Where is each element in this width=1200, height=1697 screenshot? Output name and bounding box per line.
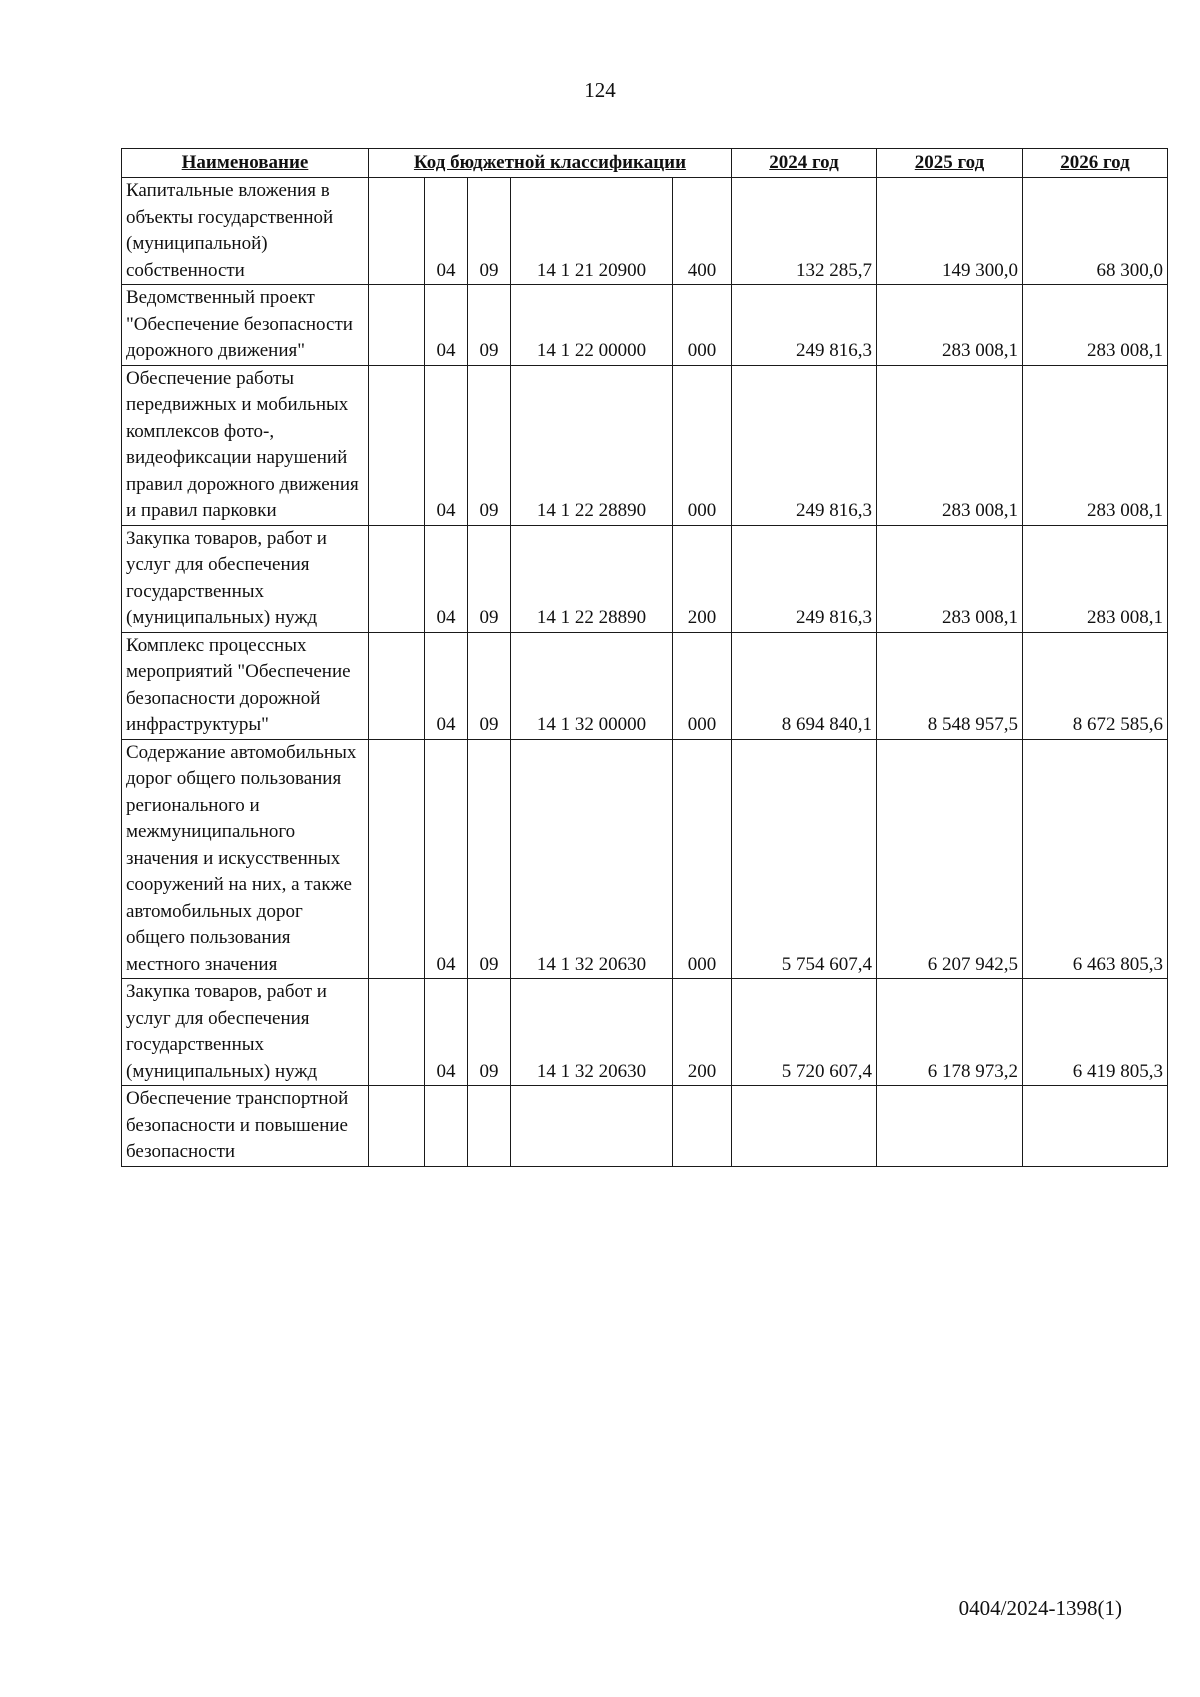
empty-cell	[369, 178, 425, 285]
row-name: Содержание автомобильных дорог общего пользования регионального и межмуниципального значения и искусственных сооружений на них, а также автомобильных дорог общего пользования местного значения	[122, 739, 369, 979]
row-2025: 8 548 957,5	[877, 632, 1023, 739]
row-target-article: 14 1 22 00000	[511, 285, 673, 366]
row-2025: 6 207 942,5	[877, 739, 1023, 979]
row-expense-type: 200	[673, 525, 732, 632]
row-2026: 68 300,0	[1023, 178, 1168, 285]
row-name: Капитальные вложения в объекты государственной (муниципальной) собственности	[122, 178, 369, 285]
row-target-article: 14 1 22 28890	[511, 365, 673, 525]
empty-cell	[369, 739, 425, 979]
row-2025: 149 300,0	[877, 178, 1023, 285]
row-target-article	[511, 1086, 673, 1167]
row-2024: 8 694 840,1	[732, 632, 877, 739]
row-2024	[732, 1086, 877, 1167]
row-2026	[1023, 1086, 1168, 1167]
row-section: 04	[425, 739, 468, 979]
row-2026: 8 672 585,6	[1023, 632, 1168, 739]
row-expense-type: 000	[673, 739, 732, 979]
row-expense-type	[673, 1086, 732, 1167]
row-expense-type: 000	[673, 365, 732, 525]
row-target-article: 14 1 22 28890	[511, 525, 673, 632]
row-2024: 132 285,7	[732, 178, 877, 285]
row-expense-type: 000	[673, 632, 732, 739]
row-section: 04	[425, 525, 468, 632]
document-id: 0404/2024-1398(1)	[958, 1596, 1122, 1620]
empty-cell	[369, 365, 425, 525]
empty-cell	[369, 979, 425, 1086]
row-target-article: 14 1 32 20630	[511, 979, 673, 1086]
row-expense-type: 200	[673, 979, 732, 1086]
row-section: 04	[425, 365, 468, 525]
header-2026: 2026 год	[1023, 149, 1168, 178]
row-target-article: 14 1 32 00000	[511, 632, 673, 739]
row-name: Закупка товаров, работ и услуг для обеспечения государственных (муниципальных) нужд	[122, 979, 369, 1086]
row-subsection	[468, 1086, 511, 1167]
row-subsection: 09	[468, 632, 511, 739]
row-expense-type: 400	[673, 178, 732, 285]
row-subsection: 09	[468, 178, 511, 285]
header-code: Код бюджетной классификации	[369, 149, 732, 178]
row-2026: 283 008,1	[1023, 365, 1168, 525]
table-row	[122, 739, 1168, 979]
empty-cell	[369, 285, 425, 366]
table-row	[122, 979, 1168, 1086]
row-subsection: 09	[468, 285, 511, 366]
row-target-article: 14 1 21 20900	[511, 178, 673, 285]
header-2025: 2025 год	[877, 149, 1023, 178]
row-section: 04	[425, 178, 468, 285]
row-subsection: 09	[468, 979, 511, 1086]
row-name: Ведомственный проект "Обеспечение безопасности дорожного движения"	[122, 285, 369, 366]
row-expense-type: 000	[673, 285, 732, 366]
row-2024: 5 754 607,4	[732, 739, 877, 979]
row-2025: 283 008,1	[877, 365, 1023, 525]
row-2026: 6 463 805,3	[1023, 739, 1168, 979]
header-row	[122, 149, 1168, 178]
table-row	[122, 365, 1168, 525]
row-2024: 249 816,3	[732, 525, 877, 632]
row-2026: 283 008,1	[1023, 285, 1168, 366]
page-number: 124	[584, 78, 616, 102]
empty-cell	[369, 525, 425, 632]
row-name: Закупка товаров, работ и услуг для обеспечения государственных (муниципальных) нужд	[122, 525, 369, 632]
row-2025: 6 178 973,2	[877, 979, 1023, 1086]
row-section: 04	[425, 979, 468, 1086]
row-2024: 249 816,3	[732, 285, 877, 366]
table-row	[122, 178, 1168, 285]
row-subsection: 09	[468, 739, 511, 979]
row-name: Комплекс процессных мероприятий "Обеспечение безопасности дорожной инфраструктуры"	[122, 632, 369, 739]
row-2025: 283 008,1	[877, 285, 1023, 366]
row-section: 04	[425, 285, 468, 366]
row-section: 04	[425, 632, 468, 739]
table-row	[122, 1086, 1168, 1167]
empty-cell	[369, 1086, 425, 1167]
row-2025: 283 008,1	[877, 525, 1023, 632]
budget-table	[121, 148, 1168, 1167]
header-name: Наименование	[122, 149, 369, 178]
row-2024: 5 720 607,4	[732, 979, 877, 1086]
header-2024: 2024 год	[732, 149, 877, 178]
row-target-article: 14 1 32 20630	[511, 739, 673, 979]
table-row	[122, 285, 1168, 366]
empty-cell	[369, 632, 425, 739]
row-name: Обеспечение работы передвижных и мобильных комплексов фото-, видеофиксации нарушений правил дорожного движения и правил парковки	[122, 365, 369, 525]
row-2026: 6 419 805,3	[1023, 979, 1168, 1086]
table-row	[122, 525, 1168, 632]
row-2025	[877, 1086, 1023, 1167]
row-name: Обеспечение транспортной безопасности и повышение безопасности	[122, 1086, 369, 1167]
row-subsection: 09	[468, 365, 511, 525]
row-2026: 283 008,1	[1023, 525, 1168, 632]
row-subsection: 09	[468, 525, 511, 632]
row-2024: 249 816,3	[732, 365, 877, 525]
table-row	[122, 632, 1168, 739]
row-section	[425, 1086, 468, 1167]
